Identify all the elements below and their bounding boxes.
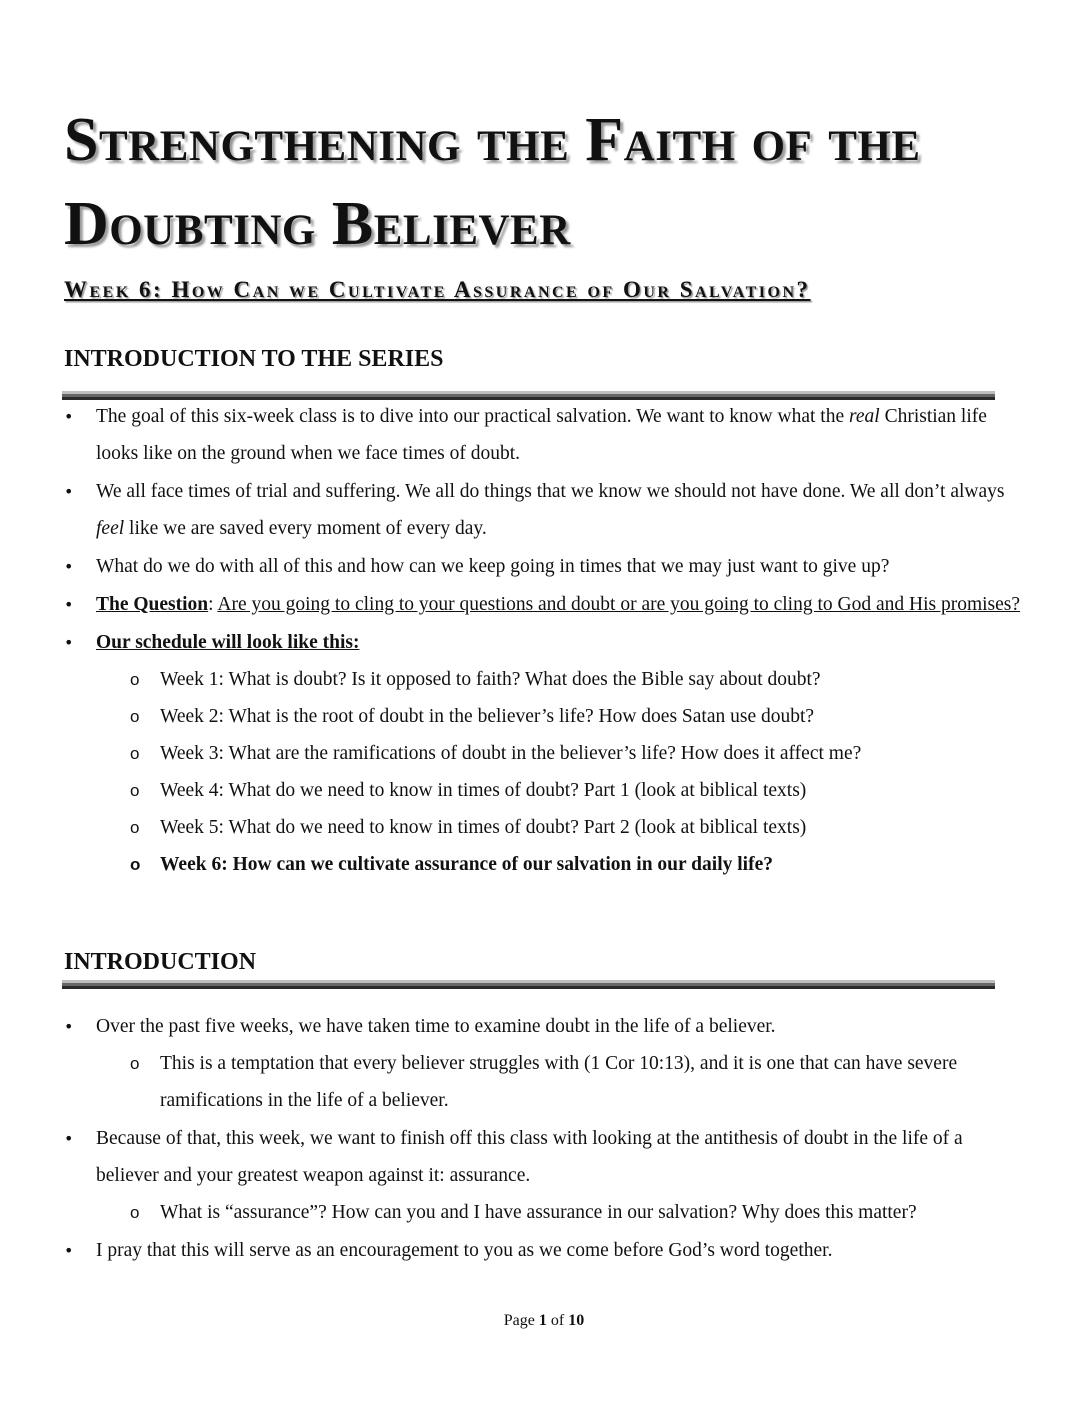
sub-list-item: o What is “assurance”? How can you and I have assurance in our salvation? Why does this matter? — [96, 1194, 1024, 1231]
series-intro-heading: INTRODUCTION TO THE SERIES — [64, 346, 444, 372]
schedule-item-week-4: o Week 4: What do we need to know in times of doubt? Part 1 (look at biblical texts) — [96, 772, 1024, 809]
bullet-text: I pray that this will serve as an encouragement to you as we come before God’s word together. — [96, 1240, 833, 1261]
document-title: Strengthening the Faith of the Doubting Believer — [64, 106, 921, 258]
schedule-list — [96, 661, 1024, 883]
current-page-number: 1 — [538, 1312, 547, 1329]
schedule-item-week-3: o Week 3: What are the ramifications of doubt in the believer’s life? How does it affect me? — [96, 735, 1024, 772]
bullet-text: We all face times of trial and suffering. We all do things that we know we should not have done. We all don’t always — [96, 481, 1005, 502]
sub-list-item: o This is a temptation that every believer struggles with (1 Cor 10:13), and it is one that can have severe ramifications in the life of a believer. — [96, 1045, 1024, 1119]
list-item — [64, 398, 1024, 472]
list-item — [64, 624, 1024, 883]
sub-list — [96, 1045, 1024, 1119]
page-of-label: of — [550, 1312, 565, 1329]
bullet-text: like we are saved every moment of every day. — [124, 518, 487, 539]
schedule-label: Our schedule will look like this: — [96, 632, 360, 653]
bullet-text: The goal of this six-week class is to dive into our practical salvation. We want to know what the — [96, 406, 849, 427]
list-item — [64, 473, 1024, 547]
bullet-text: Christian life looks like on the ground when we face times of doubt. — [96, 406, 987, 464]
list-item — [64, 1232, 1024, 1269]
introduction-bullet-list — [64, 1008, 1024, 1270]
sub-list — [96, 1194, 1024, 1231]
schedule-item-week-6: o Week 6: How can we cultivate assurance of our salvation in our daily life? — [96, 846, 1024, 883]
list-item — [64, 1120, 1024, 1231]
introduction-heading: INTRODUCTION — [64, 949, 257, 975]
question-label: The Question — [96, 594, 209, 615]
series-bullet-list — [64, 398, 1024, 884]
section-divider — [62, 980, 995, 989]
bullet-text: What do we do with all of this and how can we keep going in times that we may just want to give up? — [96, 556, 890, 577]
question-text: Are you going to cling to your questions and doubt or are you going to cling to God and His promises? — [217, 594, 1021, 615]
page-footer — [0, 1312, 1088, 1330]
schedule-item-week-5: o Week 5: What do we need to know in times of doubt? Part 2 (look at biblical texts) — [96, 809, 1024, 846]
bullet-text: Because of that, this week, we want to finish off this class with looking at the antithesis of doubt in the life of a believer and your greatest weapon against it: assurance. — [96, 1128, 963, 1186]
emphasis-text: real — [848, 406, 880, 427]
page-label: Page — [503, 1312, 535, 1329]
schedule-item-week-1: o Week 1: What is doubt? Is it opposed to faith? What does the Bible say about doubt? — [96, 661, 1024, 698]
week-subtitle: Week 6: How Can we Cultivate Assurance of Our Salvation? — [64, 277, 811, 302]
bullet-text: : — [208, 594, 214, 615]
schedule-item-week-2: o Week 2: What is the root of doubt in the believer’s life? How does Satan use doubt? — [96, 698, 1024, 735]
bullet-text: Over the past five weeks, we have taken time to examine doubt in the life of a believer. — [96, 1016, 776, 1037]
list-item — [64, 548, 1024, 585]
total-page-count: 10 — [568, 1312, 585, 1329]
emphasis-text: feel — [96, 518, 125, 539]
list-item — [64, 586, 1024, 623]
list-item — [64, 1008, 1024, 1119]
